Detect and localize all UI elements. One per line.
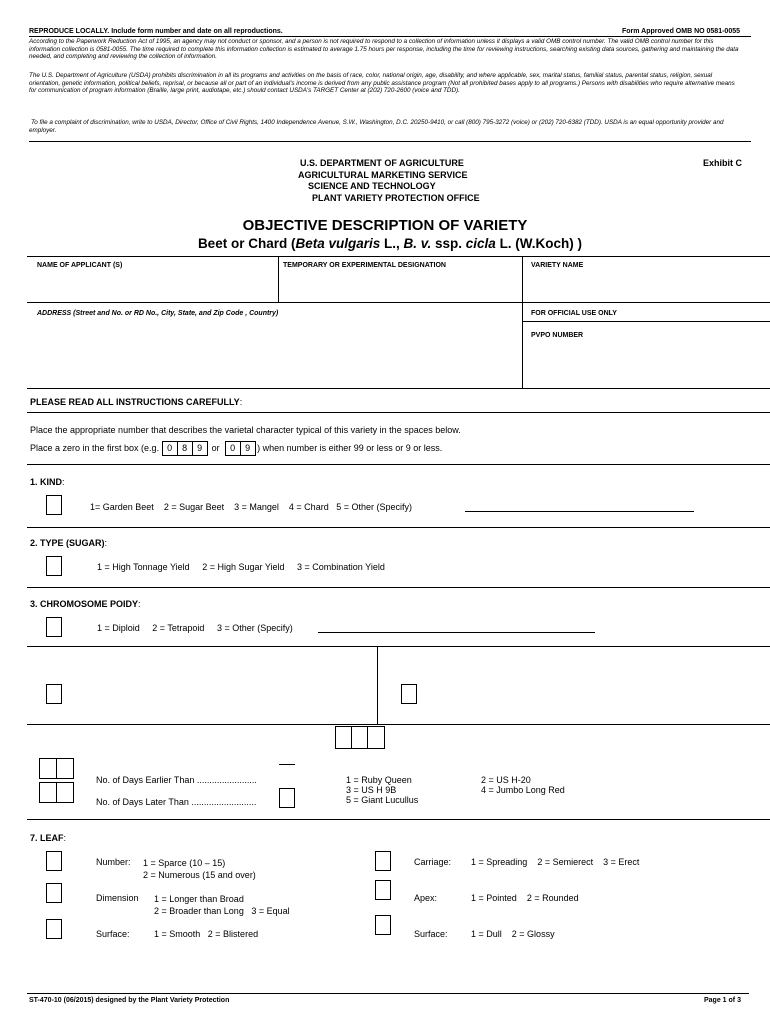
page-title: OBJECTIVE DESCRIPTION OF VARIETY bbox=[242, 217, 528, 234]
page-subtitle: Beet or Chard (Beta vulgaris L., B. v. ssp. cicla L. (W.Koch) ) bbox=[197, 236, 583, 251]
kind-input-box[interactable] bbox=[46, 495, 62, 515]
leaf-dimension-options: 1 = Longer than Broad 2 = Broader than Long 3 = Equal bbox=[154, 894, 290, 916]
leaf-carriage-options: 1 = Spreading 2 = Semierect 3 = Erect bbox=[471, 857, 640, 867]
leaf-surface-options: 1 = Smooth 2 = Blistered bbox=[154, 929, 259, 939]
agency-block: U.S. DEPARTMENT OF AGRICULTURE AGRICULTURAL MARKETING SERVICE SCIENCE AND TECHNOLOGY PLANT VARIETY PROTECTION OFFICE bbox=[298, 158, 480, 203]
maturity-later-label: No. of Days Later Than .......................... bbox=[96, 797, 257, 807]
leaf-number-input-box[interactable] bbox=[46, 851, 62, 871]
address-label: ADDRESS (Street and No. or RD No., City, State, and Zip Code , Country) bbox=[37, 310, 279, 317]
leaf-dimension-input-box[interactable] bbox=[46, 883, 62, 903]
instructions-line1: Place the appropriate number that describes the varietal character typical of this variety in the spaces below. bbox=[30, 425, 461, 435]
complaint-notice: To file a complaint of discrimination, write to USDA, Director, Office of Civil Rights, 1400 Independence Avenue, S.W., Washington, D.C. 20250-9410, or call (800) 795-3272 (voice) or (202) 720-6382 (TDD). USDA is an equal opportunity provider and employer. bbox=[29, 119, 724, 134]
leaf-number-label: Number: bbox=[96, 857, 131, 867]
variety-name-label: VARIETY NAME bbox=[531, 262, 584, 269]
type-options: 1 = High Tonnage Yield 2 = High Sugar Yield 3 = Combination Yield bbox=[97, 562, 385, 572]
nondiscrimination-notice: The U.S. Department of Agriculture (USDA) prohibits discrimination in all its programs and activities on the basis of race, color, national origin, age, disability, and where applicable, sex, marital status, familial status, parental status, religion, sexual orientation, genetic information, political beliefs, reprisal, or because all or part of an individual's income is derived from any public assistance program (Not all prohibited bases apply to all programs.) Persons with disabilities who require alternative means for communication of program information (Braille, large print, audiotape, etc.) should contact USDA's TARGET Center at (202) 720-2600 (voice and TDD). bbox=[29, 72, 735, 95]
leaf-apex-options: 1 = Pointed 2 = Rounded bbox=[471, 893, 579, 903]
form-id: ST-470-10 (06/2015) designed by the Plant Variety Protection bbox=[29, 997, 230, 1004]
leaf-apex-label: Apex: bbox=[414, 893, 438, 903]
kind-options: 1= Garden Beet 2 = Sugar Beet 3 = Mangel 4 = Chard 5 = Other (Specify) bbox=[90, 502, 412, 512]
leaf-surface2-input-box[interactable] bbox=[375, 915, 391, 935]
section6-digit-box-2[interactable] bbox=[351, 726, 368, 749]
leaf-carriage-input-box[interactable] bbox=[375, 851, 391, 871]
maturity-varieties-col1: 1 = Ruby Queen 3 = US H 9B 5 = Giant Lucullus bbox=[346, 775, 419, 805]
instructions-line2: Place a zero in the first box (e.g. 0 8 9 or 0 9 ) when number is either 99 or less or 9 or less. bbox=[30, 441, 442, 456]
chromosome-options: 1 = Diploid 2 = Tetrapoid 3 = Other (Specify) bbox=[97, 623, 293, 633]
paperwork-notice: According to the Paperwork Reduction Act of 1995, an agency may not conduct or sponsor, and a person is not required to respond to a collection of information unless it displays a valid OMB control number. The valid OMB control number for this information collection is 0581-0055. The time required to complete this information collection is estimated to average 1.75 hours per response, including the time for reviewing instructions, searching existing data sources, gathering and maintaining the data needed, and completing and reviewing the collection of information. bbox=[29, 38, 739, 61]
leaf-dimension-label: Dimension bbox=[96, 893, 139, 903]
maturity-variety-box[interactable] bbox=[279, 788, 295, 808]
leaf-carriage-label: Carriage: bbox=[414, 857, 452, 867]
official-use-label: FOR OFFICIAL USE ONLY bbox=[531, 310, 617, 317]
maturity-varieties-col2: 2 = US H-20 4 = Jumbo Long Red bbox=[481, 775, 565, 795]
section5-input-box[interactable] bbox=[401, 684, 417, 704]
maturity-later-box-1[interactable] bbox=[39, 782, 57, 803]
chromosome-other-specify-line[interactable] bbox=[318, 632, 595, 633]
omb-number: Form Approved OMB NO 0581-0055 bbox=[622, 28, 740, 35]
section6-digit-box-3[interactable] bbox=[367, 726, 385, 749]
page-number: Page 1 of 3 bbox=[704, 997, 741, 1004]
variety-name-field[interactable] bbox=[525, 272, 765, 300]
instructions-heading: PLEASE READ ALL INSTRUCTIONS CAREFULLY: bbox=[30, 397, 243, 407]
leaf-surface2-options: 1 = Dull 2 = Glossy bbox=[471, 929, 555, 939]
address-field[interactable] bbox=[30, 320, 518, 384]
leaf-heading: 7. LEAF: bbox=[30, 833, 67, 843]
type-heading: 2. TYPE (SUGAR): bbox=[30, 538, 108, 548]
section6-digit-box-1[interactable] bbox=[335, 726, 352, 749]
pvpo-number-label: PVPO NUMBER bbox=[531, 332, 584, 339]
maturity-earlier-box-1[interactable] bbox=[39, 758, 57, 779]
type-input-box[interactable] bbox=[46, 556, 62, 576]
temp-designation-label: TEMPORARY OR EXPERIMENTAL DESIGNATION bbox=[283, 262, 446, 269]
section4-input-box[interactable] bbox=[46, 684, 62, 704]
applicant-name-label: NAME OF APPLICANT (S) bbox=[37, 262, 123, 269]
leaf-surface2-label: Surface: bbox=[414, 929, 448, 939]
leaf-surface-label: Surface: bbox=[96, 929, 130, 939]
kind-other-specify-line[interactable] bbox=[465, 511, 694, 512]
exhibit-label: Exhibit C bbox=[703, 158, 743, 168]
maturity-earlier-box-2[interactable] bbox=[56, 758, 74, 779]
reproduce-notice: REPRODUCE LOCALLY. Include form number and date on all reproductions. bbox=[29, 28, 283, 35]
leaf-number-options: 1 = Sparce (10 – 15) 2 = Numerous (15 and over) bbox=[143, 858, 256, 880]
chromosome-input-box[interactable] bbox=[46, 617, 62, 637]
temp-designation-field[interactable] bbox=[281, 272, 519, 300]
applicant-name-field[interactable] bbox=[30, 272, 276, 300]
maturity-earlier-label: No. of Days Earlier Than ........................ bbox=[96, 775, 257, 785]
kind-heading: 1. KIND: bbox=[30, 477, 65, 487]
leaf-surface-input-box[interactable] bbox=[46, 919, 62, 939]
leaf-apex-input-box[interactable] bbox=[375, 880, 391, 900]
chromosome-heading: 3. CHROMOSOME POIDY: bbox=[30, 599, 141, 609]
maturity-later-box-2[interactable] bbox=[56, 782, 74, 803]
